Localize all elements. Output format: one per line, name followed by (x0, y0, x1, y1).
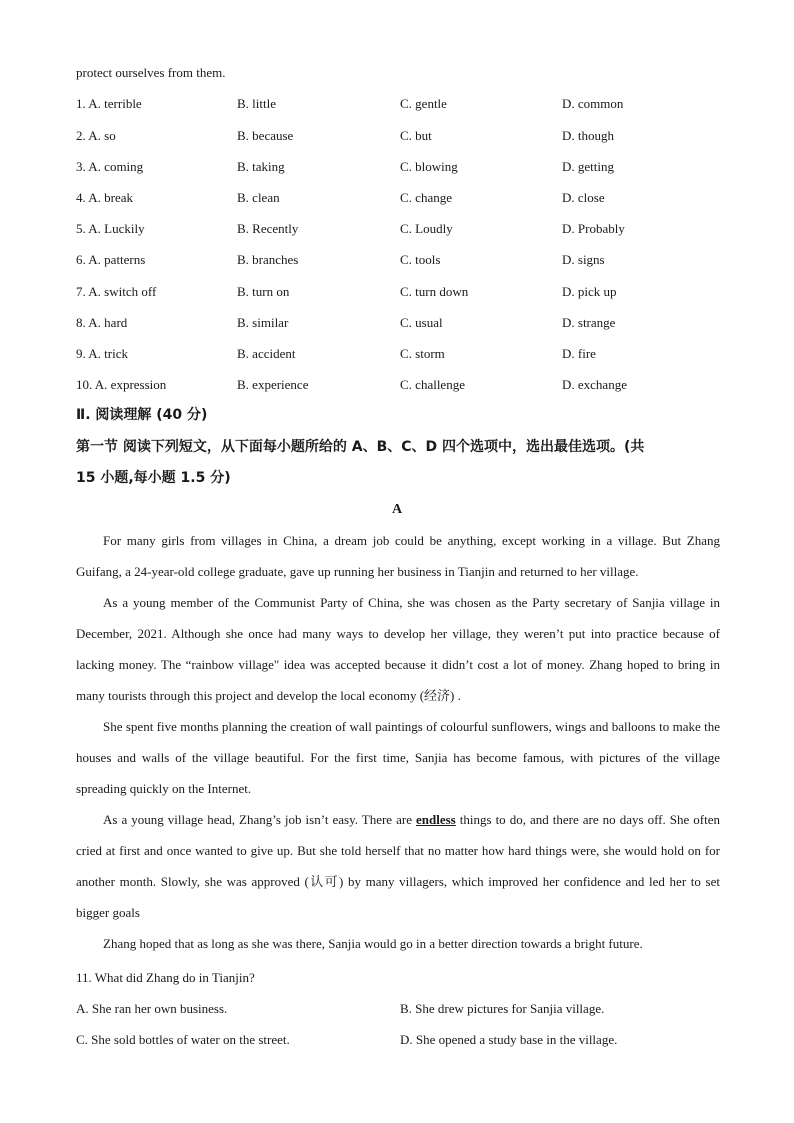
paragraph: For many girls from villages in China, a dream job could be anything, except working in a village. But Zhang Guifang, a 24-year-old college graduate, gave up running her business in Tianjin and returned to her village. (76, 533, 720, 579)
option-a: 6. A. patterns (76, 252, 146, 267)
paragraph-text: things to do, and there are no days off. She often cried at first and once wanted to give up. But she told herself that no matter how hard things were, she would hold on for another month. Slowly, she was approved (认可) by many villagers, which improved her confidence and led her to set bigger goals (76, 812, 721, 920)
instruction-line-1: 第一节 阅读下列短文，从下面每小题所给的 A、B、C、D 四个选项中，选出最佳选项。(共 (76, 439, 645, 455)
option-a: 8. A. hard (76, 315, 128, 330)
option-a: 1. A. terrible (76, 96, 142, 111)
option-a: 5. A. Luckily (76, 221, 145, 236)
option-d: D. common (562, 96, 624, 111)
option-d: D. fire (562, 346, 596, 361)
option-d: D. getting (562, 159, 614, 174)
option-b: B. turn on (237, 284, 290, 299)
option-c: C. challenge (400, 377, 465, 392)
option-c: C. Loudly (400, 221, 453, 236)
option-row (76, 221, 736, 237)
passage-body (76, 525, 720, 959)
option-b: B. experience (237, 377, 309, 392)
option-a: 10. A. expression (76, 377, 167, 392)
option-d: D. signs (562, 252, 605, 267)
paragraph: Zhang hoped that as long as she was there, Sanjia would go in a better direction towards a bright future. (103, 936, 643, 951)
option-row (76, 315, 736, 331)
option-a: 3. A. coming (76, 159, 144, 174)
option-d: D. exchange (562, 377, 627, 392)
paragraph (76, 804, 720, 928)
option-a: 7. A. switch off (76, 284, 157, 299)
answer-option-d: D. She opened a study base in the village. (400, 1032, 618, 1047)
option-d: D. strange (562, 315, 616, 330)
question-stem: 11. What did Zhang do in Tianjin? (76, 970, 255, 985)
option-c: C. gentle (400, 96, 447, 111)
paragraph-text: As a young village head, Zhang’s job isn’t easy. There are (103, 812, 416, 827)
option-c: C. tools (400, 252, 441, 267)
option-c: C. change (400, 190, 452, 205)
passage-label: A (391, 502, 403, 517)
answer-option-b: B. She drew pictures for Sanjia village. (400, 1001, 605, 1016)
option-d: D. pick up (562, 284, 617, 299)
option-b: B. Recently (237, 221, 299, 236)
option-row (76, 128, 736, 144)
instruction-line-2: 15 小题,每小题 1.5 分) (76, 470, 231, 486)
option-b: B. because (237, 128, 294, 143)
option-b: B. similar (237, 315, 289, 330)
option-b: B. clean (237, 190, 280, 205)
option-row (76, 190, 736, 206)
option-a: 4. A. break (76, 190, 134, 205)
answer-option-c: C. She sold bottles of water on the street. (76, 1032, 290, 1047)
option-b: B. branches (237, 252, 299, 267)
option-row (76, 284, 736, 300)
section-title: Ⅱ. 阅读理解 (40 分) (76, 407, 208, 423)
option-row (76, 96, 736, 112)
option-d: D. close (562, 190, 605, 205)
option-b: B. taking (237, 159, 285, 174)
option-d: D. though (562, 128, 614, 143)
option-b: B. accident (237, 346, 296, 361)
option-c: C. storm (400, 346, 445, 361)
option-row (76, 252, 736, 268)
option-row (76, 377, 736, 393)
option-a: 9. A. trick (76, 346, 128, 361)
option-row (76, 346, 736, 362)
option-c: C. blowing (400, 159, 458, 174)
answer-option-a: A. She ran her own business. (76, 1001, 228, 1016)
option-c: C. usual (400, 315, 443, 330)
option-c: C. but (400, 128, 432, 143)
option-row (76, 159, 736, 175)
option-d: D. Probably (562, 221, 625, 236)
paragraph: She spent five months planning the creation of wall paintings of colourful sunflowers, wings and balloons to make the houses and walls of the village beautiful. For the first time, Sanjia has become famous, with pictures of the village spreading quickly on the Internet. (76, 719, 720, 796)
highlighted-word: endless (416, 812, 456, 827)
intro-line: protect ourselves from them. (76, 65, 226, 80)
option-c: C. turn down (400, 284, 469, 299)
paragraph: As a young member of the Communist Party of China, she was chosen as the Party secretary of Sanjia village in December, 2021. Although she once had many ways to develop her village, they weren’t put into practice because of lacking money. The “rainbow village" idea was accepted because it didn’t cost a lot of money. Zhang hoped to bring in many tourists through this project and develop the local economy (经济) . (76, 595, 720, 703)
option-a: 2. A. so (76, 128, 116, 143)
option-b: B. little (237, 96, 276, 111)
